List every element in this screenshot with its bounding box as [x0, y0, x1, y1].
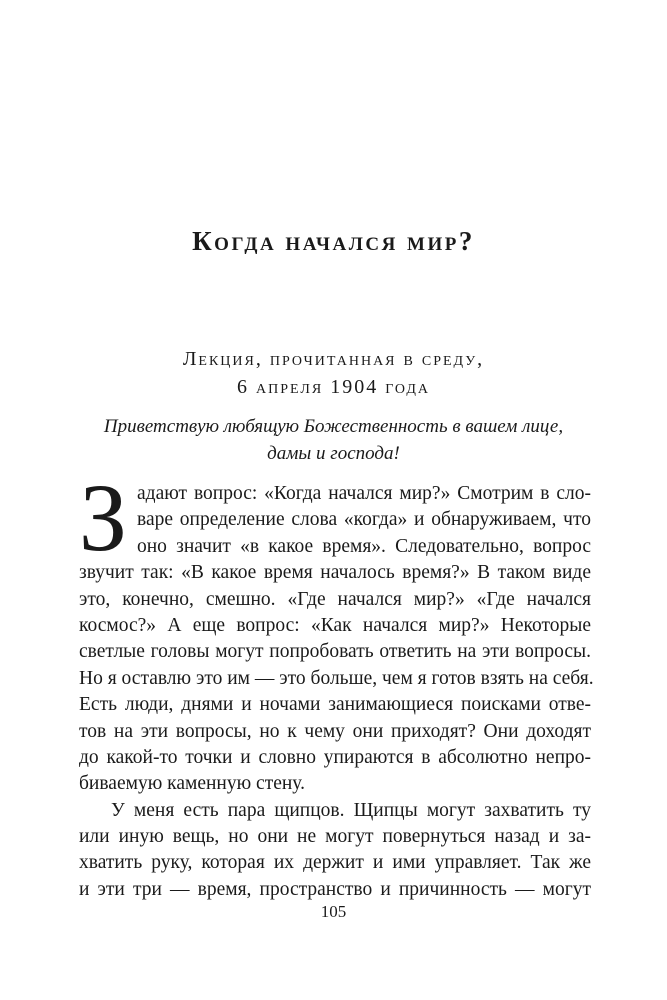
text-line: или иную вещь, но они не могут повернуться назад и за- — [79, 826, 591, 848]
text-line: до какой-то точки и словно упираются в абсолютно непро- — [79, 746, 591, 768]
text-line: адают вопрос: «Когда начался мир?» Смотрим в сло- — [137, 483, 591, 504]
text-line: звучит так: «В какое время началось время?» В таком виде — [79, 562, 591, 584]
text-line: хватить руку, которая их держит и ими управляет. Так же — [79, 852, 591, 874]
chapter-title: Когда начался мир? — [192, 226, 475, 256]
text-line: варе определение слова «когда» и обнаруживаем, что — [137, 509, 591, 531]
text-line: космос?» А еще вопрос: «Как начался мир?» Некоторые — [79, 614, 591, 636]
page-number: 105 — [320, 902, 347, 921]
greeting-epigraph — [0, 413, 667, 467]
greeting-line: дамы и господа! — [267, 443, 400, 464]
text-line: биваемую каменную стену. — [79, 773, 305, 795]
text-line: Есть люди, днями и ночами занимающиеся поисками отве- — [79, 694, 591, 716]
text-line: и эти три — время, пространство и причинность — могут — [79, 878, 591, 900]
paragraph-2 — [79, 798, 591, 904]
text-line: Но я оставлю это им — это больше, чем я готов взять на себя. — [79, 667, 594, 689]
text-line: светлые головы могут попробовать ответить на эти вопросы. — [79, 641, 591, 663]
text-line: это, конечно, смешно. «Где начался мир?» «Где начался — [79, 588, 591, 610]
subtitle-line: Лекция, прочитанная в среду, — [182, 348, 485, 370]
lecture-subtitle — [0, 345, 667, 401]
drop-cap: З — [79, 464, 128, 571]
paragraph-1 — [79, 464, 594, 798]
text-line: тов на эти вопросы, но к чему они приходят? Они доходят — [79, 720, 591, 742]
text-line: У меня есть пара щипцов. Щипцы могут захватить ту — [111, 799, 591, 821]
body-text — [79, 464, 594, 903]
subtitle-line: 6 апреля 1904 года — [236, 376, 431, 398]
greeting-line: Приветствую любящую Божественность в вашем лице, — [103, 416, 564, 437]
text-line: оно значит «в какое время». Следовательно, вопрос — [137, 535, 591, 557]
